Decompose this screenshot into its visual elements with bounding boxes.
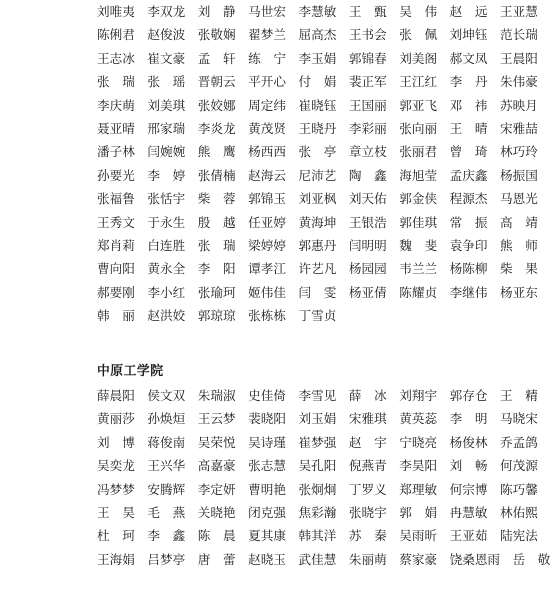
name-row: 刘唯夷 李双龙 刘 静 马世宏 李慧敏 王 甄 吴 伟 赵 远 王亚慧 [97,4,538,19]
name-row: 王秀文 于永生 殷 越 任亚婷 黄海坤 王银浩 郭佳琪 常 振 高 靖 [97,214,538,230]
name-row: 王 昊 毛 燕 关晓艳 闭克强 焦彩瀚 张晓宇 郭 娟 冉慧敏 林佑熙 [97,504,538,520]
name-list [97,0,538,327]
name-row: 李庆萌 刘美琪 张姣娜 周定纬 崔晓钰 王国丽 郭亚飞 邓 祎 苏映月 [97,97,538,113]
name-row: 郝要刚 李小红 张瑜珂 姬伟佳 闫 雯 杨亚倩 陈耀贞 李继伟 杨亚东 [97,284,538,300]
name-row: 张福鲁 张恬宇 柴 蓉 郭锦玉 刘亚枫 刘天佑 郭金侠 程源杰 马恩光 [97,191,538,207]
name-row: 郑肖莉 白连胜 张 瑞 梁婷婷 郭惠丹 闫明明 魏 斐 袁争印 熊 师 [97,237,538,253]
name-row: 黄丽莎 孙焕烜 王云梦 裴晓阳 刘玉娟 宋雅琪 黄英蕊 李 明 马晓宋 [97,411,538,427]
name-row: 潘子林 闫婉婉 熊 鹰 杨西西 张 亭 章立枝 张丽君 曾 琦 林巧玲 [97,144,538,160]
name-row: 冯梦梦 安腾辉 李定妍 曹明艳 张炯炯 丁罗义 郑理敏 何宗博 陈巧馨 [97,481,538,497]
name-row: 张 瑞 张 瑶 晋朝云 平开心 付 娟 裴正军 王江红 李 丹 朱伟豪 [97,74,538,90]
name-row: 刘 博 蒋俊南 吴荣悦 吴诗瑾 崔梦强 赵 宇 宁晓亮 杨俊林 乔孟鸽 [97,434,538,450]
name-row: 王海娟 吕梦亭 唐 蕾 赵晓玉 武佳慧 朱丽萌 蔡家豪 饶桑恩雨 岳 敬 [97,551,550,567]
name-list [97,384,550,571]
name-row: 杜 珂 李 鑫 陈 晨 夏其康 韩其洋 苏 秦 吴雨昕 王亚茹 陆宪法 [97,528,538,544]
name-row: 陈俐君 赵俊波 张敬娴 翟梦兰 屈高杰 王书会 张 佩 刘坤钰 范长瑞 [97,27,538,43]
section-heading: 中原工学院 [97,364,164,379]
name-row: 吴奕龙 王兴华 高嘉豪 张志慧 吴孔阳 倪燕青 李昊阳 刘 畅 何茂源 [97,458,538,474]
name-row: 韩 丽 赵洪姣 郭琼琼 张栋栋 丁雪贞 [97,308,337,324]
name-row: 薛晨阳 侯文双 朱瑞淑 史佳倚 李雪见 薛 冰 刘翔宇 郭存仓 王 精 [97,388,538,403]
name-row: 曹向阳 黄永全 李 阳 谭孝江 许艺凡 杨园园 韦兰兰 杨陈柳 柴 果 [97,261,538,277]
name-row: 孙要光 李 婷 张倩楠 赵海云 尼沛艺 陶 鑫 海旭莹 孟庆鑫 杨振国 [97,167,538,183]
name-row: 聂亚晴 邢家瑞 李炎龙 黄茂贤 王晓丹 李彩丽 张向丽 王 晴 宋雅喆 [97,120,538,136]
name-row: 王志冰 崔文豪 孟 轩 练 宁 李玉娟 郭锦春 刘美阁 郝文凤 王晨阳 [97,50,538,66]
